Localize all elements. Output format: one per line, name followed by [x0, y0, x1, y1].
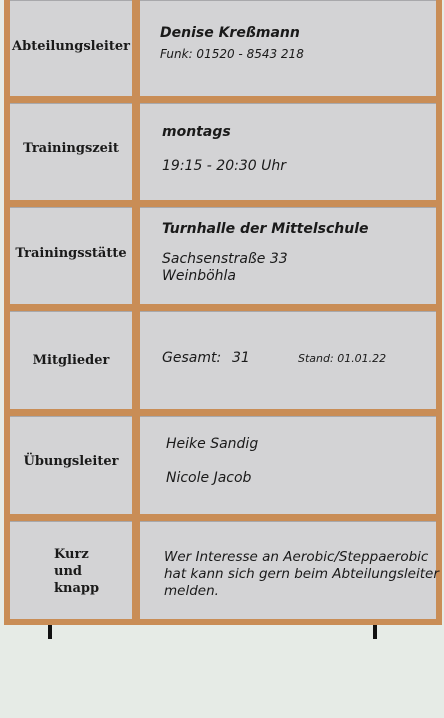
label-trainingsstaette: Trainingsstätte [15, 246, 127, 261]
label-line-knapp: knapp [54, 581, 100, 596]
trainer-2: Nicole Jacob [166, 470, 252, 486]
label-line-kurz: Kurz [54, 547, 89, 562]
leader-phone: Funk: 01520 - 8543 218 [160, 47, 304, 61]
info-board [4, 0, 442, 625]
info-text [164, 549, 439, 600]
label-cell-kurz-und-knapp [10, 521, 132, 619]
label-trainingszeit: Trainingszeit [23, 141, 119, 156]
label-cell-abteilungsleiter [10, 0, 132, 96]
content-cell-mitglieder [140, 311, 436, 409]
label-cell-trainingsstaette [10, 207, 132, 304]
venue-street: Sachsenstraße 33 [162, 251, 288, 267]
label-cell-mitglieder [10, 311, 132, 409]
leader-name: Denise Kreßmann [160, 25, 300, 41]
content-cell-abteilungsleiter [140, 0, 436, 96]
members-total-label: Gesamt: [162, 350, 222, 366]
content-cell-trainingsstaette [140, 207, 436, 304]
trainer-1: Heike Sandig [166, 436, 259, 452]
info-text-line-3: melden. [164, 583, 219, 599]
training-day: montags [162, 124, 231, 140]
board-leg-left [48, 625, 52, 639]
content-cell-trainingszeit [140, 103, 436, 200]
label-kurz-und-knapp [54, 546, 99, 597]
label-cell-uebungsleiter [10, 416, 132, 514]
venue-city: Weinböhla [162, 268, 237, 284]
members-total-value: 31 [232, 350, 250, 366]
content-cell-uebungsleiter [140, 416, 436, 514]
training-time: 19:15 - 20:30 Uhr [162, 158, 286, 174]
info-text-line-2: hat kann sich gern beim Abteilungsleiter [164, 566, 439, 582]
board-leg-right [373, 625, 377, 639]
label-cell-trainingszeit [10, 103, 132, 200]
label-line-und: und [54, 564, 82, 579]
content-cell-kurz-und-knapp [140, 521, 439, 619]
label-mitglieder: Mitglieder [32, 353, 110, 368]
label-uebungsleiter: Übungsleiter [23, 454, 119, 469]
members-stand: Stand: 01.01.22 [298, 352, 387, 365]
label-abteilungsleiter: Abteilungsleiter [12, 39, 130, 54]
info-text-line-1: Wer Interesse an Aerobic/Steppaerobic [164, 549, 429, 565]
venue-name: Turnhalle der Mittelschule [162, 221, 369, 237]
